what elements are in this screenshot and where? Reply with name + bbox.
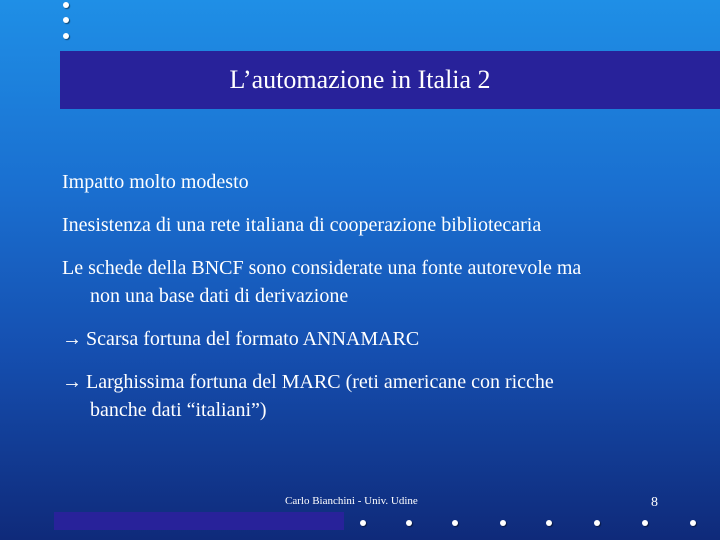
decorative-dot <box>63 33 69 39</box>
slide-content <box>62 168 702 439</box>
decorative-dot <box>63 2 69 8</box>
bottom-decorative-dots <box>360 518 720 528</box>
bullet-text: Le schede della BNCF sono considerate una fonte autorevole ma <box>62 257 582 279</box>
bullet-item <box>62 325 702 353</box>
bullet-item <box>62 254 702 310</box>
arrow-right-icon: → <box>62 328 82 350</box>
bullet-text: Scarsa fortuna del formato ANNAMARC <box>86 328 420 350</box>
bullet-item <box>62 168 702 196</box>
bullet-item <box>62 368 702 424</box>
bullet-item <box>62 211 702 239</box>
decorative-dot <box>690 520 696 526</box>
page-number: 8 <box>651 495 658 510</box>
decorative-dot <box>500 520 506 526</box>
bullet-text: Inesistenza di una rete italiana di cooperazione bibliotecaria <box>62 214 542 236</box>
arrow-right-icon: → <box>62 371 82 393</box>
bullet-continuation: banche dati “italiani”) <box>90 399 267 421</box>
slide-title: L’automazione in Italia 2 <box>229 65 491 94</box>
bottom-bar <box>54 512 344 530</box>
decorative-dot <box>406 520 412 526</box>
decorative-dot <box>452 520 458 526</box>
decorative-dot <box>360 520 366 526</box>
top-decorative-dots <box>61 0 71 44</box>
decorative-dot <box>642 520 648 526</box>
decorative-dot <box>546 520 552 526</box>
bullet-continuation: non una base dati di derivazione <box>90 285 349 307</box>
decorative-dot <box>63 17 69 23</box>
title-bar <box>60 51 720 109</box>
decorative-dot <box>594 520 600 526</box>
bullet-text: Impatto molto modesto <box>62 171 249 193</box>
bullet-text: Larghissima fortuna del MARC (reti americane con ricche <box>86 371 554 393</box>
footer-author: Carlo Bianchini - Univ. Udine <box>285 495 418 507</box>
